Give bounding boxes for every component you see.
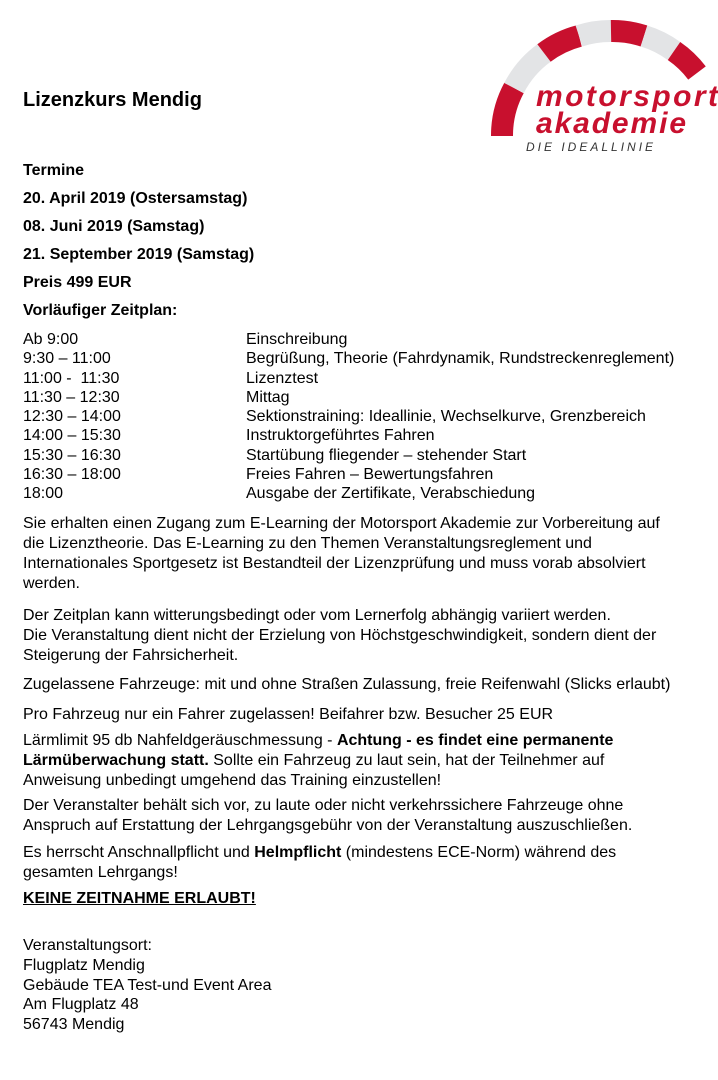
no-timing-notice [23, 889, 256, 909]
text-line: Der Zeitplan kann witterungsbedingt oder vom Lernerfolg abhängig variiert werden. [23, 607, 611, 624]
schedule-item: Freies Fahren – Bewertungsfahren [246, 466, 494, 484]
schedule-row [23, 349, 674, 368]
schedule-item: Einschreibung [246, 331, 348, 348]
schedule-item: Ausgabe der Zertifikate, Verabschiedung [246, 485, 536, 503]
dates-heading: Termine [23, 162, 85, 179]
vehicles-paragraph: Zugelassene Fahrzeuge: mit und ohne Straßen Zulassung, freie Reifenwahl (Slicks erlaubt) [23, 676, 671, 693]
venue-line: 56743 Mendig [23, 1016, 125, 1034]
text-line: gesamten Lehrgangs! [23, 864, 178, 881]
venue-address [23, 936, 271, 1035]
text-span: Es herrscht Anschnallpflicht und [23, 844, 255, 861]
venue-line: Am Flugplatz 48 [23, 996, 139, 1014]
text-span: Lärmlimit 95 db Nahfeldgeräuschmessung - [23, 732, 337, 749]
text-line: Steigerung der Fahrsicherheit. [23, 647, 239, 664]
text-bold: Lärmüberwachung statt. [23, 752, 209, 769]
svg-text:akademie: akademie [536, 107, 686, 140]
schedule-item: Sektionstraining: Ideallinie, Wechselkurve, Grenzbereich [246, 408, 646, 426]
schedule-item: Instruktorgeführtes Fahren [246, 427, 435, 445]
schedule-row [23, 446, 674, 465]
noise-paragraph [23, 731, 613, 791]
text-span: Sollte ein Fahrzeug zu laut sein, hat der Teilnehmer auf [208, 752, 605, 769]
schedule-row [23, 465, 674, 484]
schedule-time: 15:30 – 16:30 [23, 446, 121, 464]
schedule-time: 12:30 – 14:00 [23, 408, 121, 426]
text-bold: Achtung - es findet eine permanente [336, 732, 614, 749]
text-line: Sie erhalten einen Zugang zum E-Learning der Motorsport Akademie zur Vorbereitung auf [23, 515, 660, 532]
schedule-item: Begrüßung, Theorie (Fahrdynamik, Rundstreckenreglement) [246, 350, 675, 368]
text-line: Anweisung unbedingt umgehend das Training einzustellen! [23, 772, 442, 789]
schedule-time: 14:00 – 15:30 [23, 427, 121, 445]
schedule-row [23, 330, 674, 349]
schedule-time: 16:30 – 18:00 [23, 466, 121, 484]
text-span: (mindestens ECE-Norm) während des [341, 844, 617, 861]
date-3: 21. September 2019 (Samstag) [23, 246, 255, 263]
schedule-table [23, 330, 674, 504]
helmet-paragraph [23, 843, 616, 883]
venue-label: Veranstaltungsort: [23, 937, 152, 954]
schedule-item: Startübung fliegender – stehender Start [246, 446, 527, 464]
page-title: Lizenzkurs Mendig [23, 89, 202, 111]
schedule-heading: Vorläufiger Zeitplan: [23, 302, 178, 319]
text-line: Die Veranstaltung dient nicht der Erzielung von Höchstgeschwindigkeit, sondern dient der [23, 627, 657, 644]
schedule-time: 11:30 – 12:30 [23, 388, 120, 406]
text-line: Internationales Sportgesetz ist Bestandteil der Lizenzprüfung und muss vorab absolviert [23, 555, 646, 572]
svg-text:motorsport: motorsport [536, 80, 718, 113]
motorsport-akademie-logo [484, 18, 718, 158]
text-line: werden. [23, 575, 80, 592]
schedule-time: 9:30 – 11:00 [23, 350, 111, 368]
svg-text:DIE IDEALLINIE: DIE IDEALLINIE [526, 140, 657, 154]
text-line: Der Veranstalter behält sich vor, zu laute oder nicht verkehrssichere Fahrzeuge ohne [23, 797, 624, 814]
schedule-time: 18:00 [23, 485, 64, 503]
schedule-row [23, 426, 674, 445]
price: Preis 499 EUR [23, 274, 132, 291]
schedule-item: Mittag [246, 388, 290, 406]
date-2: 08. Juni 2019 (Samstag) [23, 218, 205, 235]
schedule-row [23, 369, 674, 388]
schedule-row [23, 407, 674, 426]
schedule-time: Ab 9:00 [23, 331, 79, 348]
schedule-row [23, 484, 674, 503]
organizer-paragraph [23, 796, 632, 836]
venue-line: Flugplatz Mendig [23, 956, 145, 974]
schedule-note-paragraph [23, 606, 656, 666]
text-underlined: KEINE ZEITNAHME ERLAUBT! [23, 890, 256, 907]
schedule-row [23, 388, 674, 407]
schedule-item: Lizenztest [246, 369, 319, 387]
elearning-paragraph [23, 514, 660, 594]
date-1: 20. April 2019 (Ostersamstag) [23, 190, 248, 207]
schedule-time: 11:00 - 11:30 [23, 369, 120, 387]
text-line: die Lizenztheorie. Das E-Learning zu den Themen Veranstaltungsreglement und [23, 535, 592, 552]
text-line: Anspruch auf Erstattung der Lehrgangsgebühr von der Veranstaltung auszuschließen. [23, 817, 633, 834]
driver-paragraph: Pro Fahrzeug nur ein Fahrer zugelassen! Beifahrer bzw. Besucher 25 EUR [23, 706, 554, 723]
text-bold: Helmpflicht [254, 844, 342, 861]
venue-line: Gebäude TEA Test-und Event Area [23, 976, 272, 994]
